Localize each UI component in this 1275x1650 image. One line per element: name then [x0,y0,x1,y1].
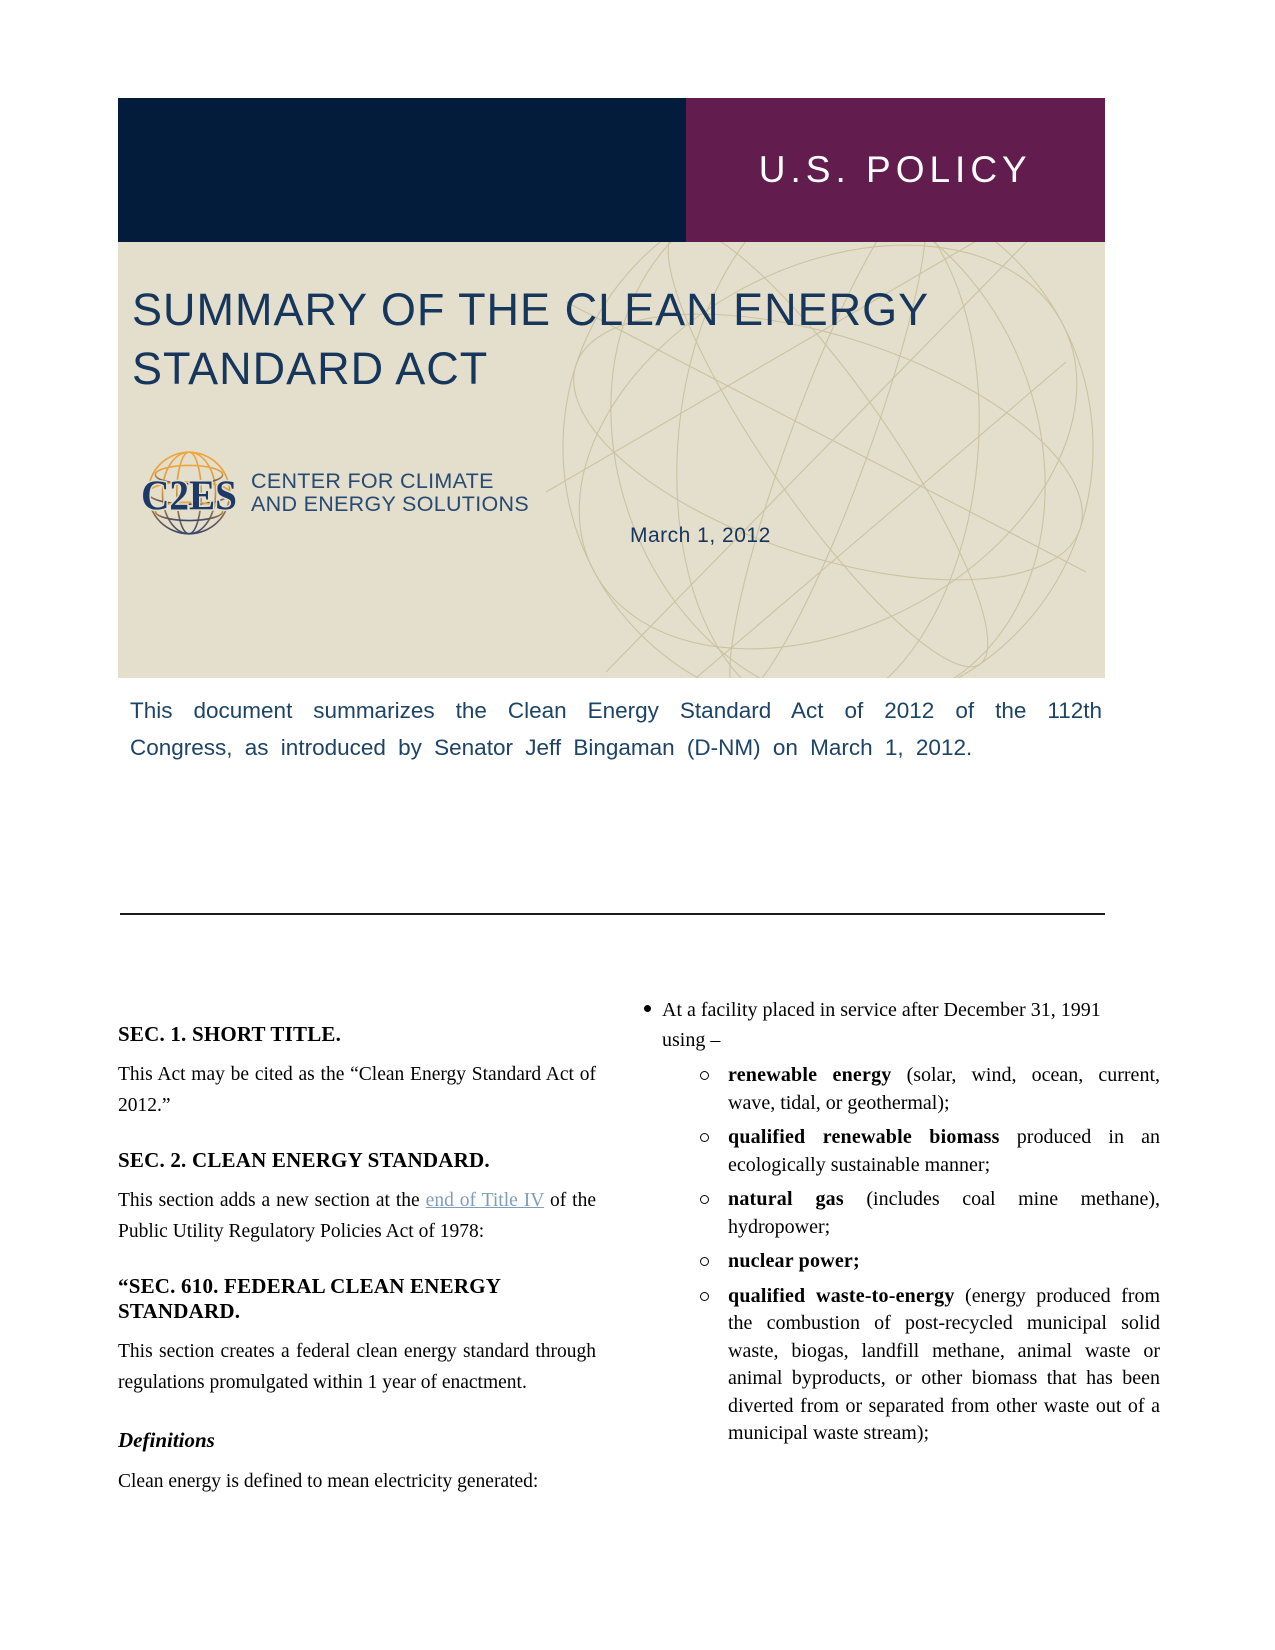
right-column [644,995,1160,1455]
list-item-qualified-waste-to-energy [700,1283,1160,1448]
logo-org-line-2: AND ENERGY SOLUTIONS [251,492,529,516]
section-2-body-after-link: of the Public Utility Regulatory Policies Act of 1978: [118,1190,596,1242]
section-2-body-before-link: This section adds a new section at the [118,1190,426,1211]
policy-label: U.S. POLICY [758,149,1032,190]
circle-bullet-icon [700,1248,728,1276]
energy-sources-list [644,1062,1160,1448]
facility-bullet [644,995,1160,1055]
section-2-heading: SEC. 2. CLEAN ENERGY STANDARD. [118,1148,490,1172]
left-column [118,1022,596,1497]
list-item-text [728,1283,1160,1448]
section-1-body: This Act may be cited as the “Clean Energy Standard Act of 2012.” [118,1064,596,1116]
list-item-rest: (solar, wind, ocean, current, wave, tidal, or geothermal); [728,1064,1160,1114]
logo-acronym: C2ES [141,472,237,520]
title-line-2: STANDARD ACT [132,343,489,394]
banner-purple-block [686,98,1105,242]
title-line-1: SUMMARY OF THE CLEAN ENERGY [132,284,930,335]
list-item-rest: (energy produced from the combustion of post-recycled municipal solid waste, biogas, landfill methane, animal waste or animal byproducts, or other biomass that has been diverted from or separated from other waste out of a municipal waste stream); [728,1284,1160,1444]
definitions-subheading: Definitions [118,1428,215,1452]
banner-navy-block [118,98,686,242]
list-item-text [728,1186,1160,1241]
list-item-rest: produced in an ecologically sustainable manner; [728,1126,1160,1176]
header-banner [118,98,1105,242]
section-610-heading: “SEC. 610. FEDERAL CLEAN ENERGY STANDARD. [118,1274,501,1323]
list-item-natural-gas [700,1186,1160,1241]
logo-globe-icon [136,446,242,540]
list-item-term: qualified waste-to-energy [728,1284,955,1307]
section-1-heading: SEC. 1. SHORT TITLE. [118,1022,342,1046]
definitions-intro: Clean energy is defined to mean electricity generated: [118,1471,539,1492]
circle-bullet-icon [700,1062,728,1117]
list-item-qualified-renewable-biomass [700,1124,1160,1179]
list-item-rest: (includes coal mine methane), hydropower; [728,1188,1160,1238]
facility-bullet-text: At a facility placed in service after December 31, 1991 using – [662,999,1101,1051]
logo-org-name [251,470,529,517]
divider-rule [120,913,1105,915]
list-item-term: renewable energy [728,1064,892,1086]
list-item-term: natural gas [728,1188,844,1210]
hero-band [118,242,1105,678]
circle-bullet-icon [700,1283,728,1448]
circle-bullet-icon [700,1186,728,1241]
publication-date: March 1, 2012 [630,524,771,547]
list-item-text [728,1124,1160,1179]
list-item-text [728,1248,1160,1276]
circle-bullet-icon [700,1124,728,1179]
list-item-text [728,1062,1160,1117]
intro-paragraph: This document summarizes the Clean Energy Standard Act of 2012 of the 112th Congress, as introduced by Senator Jeff Bingaman (D-NM) on March 1, 2012. [130,698,1102,760]
list-item-nuclear-power [700,1248,1160,1276]
c2es-logo [136,446,529,540]
title-iv-link[interactable]: end of Title IV [425,1190,544,1211]
list-item-term: nuclear power; [728,1250,860,1272]
document-title [132,280,1032,398]
list-item-term: qualified renewable biomass [728,1126,1000,1148]
section-610-body: This section creates a federal clean energy standard through regulations promulgated within 1 year of enactment. [118,1341,596,1393]
section-2-body [118,1185,596,1247]
bullet-dot-icon [644,995,662,1055]
logo-org-line-1: CENTER FOR CLIMATE [251,468,494,493]
list-item-renewable-energy [700,1062,1160,1117]
